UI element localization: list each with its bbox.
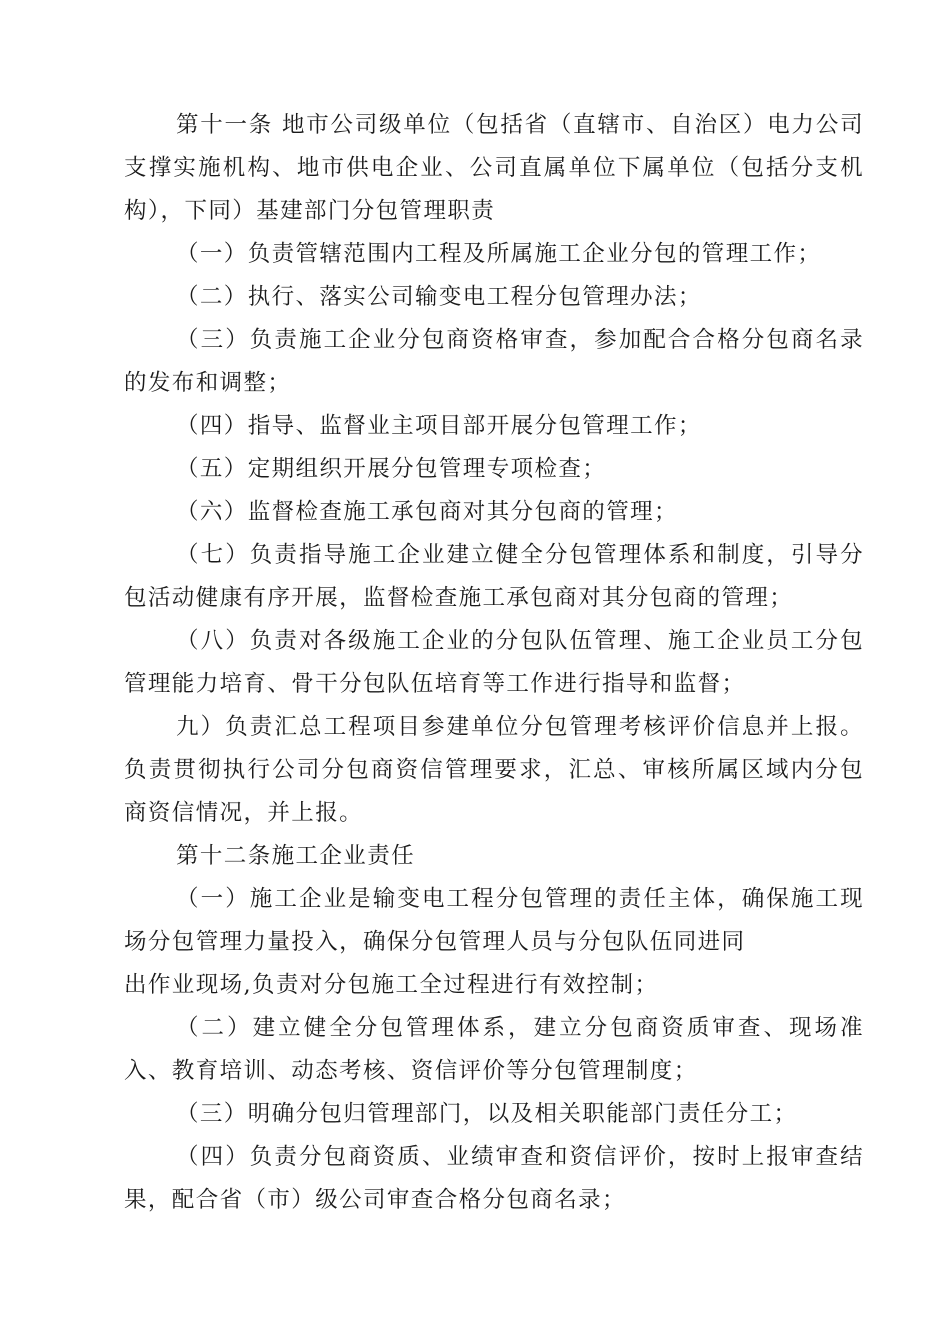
article-12-item-1: （一）施工企业是输变电工程分包管理的责任主体，确保施工现场分包管理力量投入，确保分包管理人员与分包队伍同进同	[124, 886, 864, 955]
article-12-item-1-continued: 出作业现场,负责对分包施工全过程进行有效控制；	[124, 972, 659, 998]
article-11-item-5: （五）定期组织开展分包管理专项检查；	[176, 456, 607, 482]
article-11-item-2: （二）执行、落实公司输变电工程分包管理办法；	[176, 284, 702, 310]
article-11-item-1: （一）负责管辖范围内工程及所属施工企业分包的管理工作；	[176, 241, 822, 267]
article-11-item-9: 九）负责汇总工程项目参建单位分包管理考核评价信息并上报。负责贯彻执行公司分包商资信管理要求，汇总、审核所属区域内分包商资信情况，并上报。	[124, 714, 864, 826]
article-11-item-8: （八）负责对各级施工企业的分包队伍管理、施工企业员工分包管理能力培育、骨干分包队伍培育等工作进行指导和监督；	[124, 628, 864, 697]
article-11-item-7: （七）负责指导施工企业建立健全分包管理体系和制度，引导分包活动健康有序开展，监督检查施工承包商对其分包商的管理；	[124, 542, 864, 611]
article-11-item-6: （六）监督检查施工承包商对其分包商的管理；	[176, 499, 678, 525]
article-11-heading: 第十一条 地市公司级单位（包括省（直辖市、自治区）电力公司支撑实施机构、地市供电企业、公司直属单位下属单位（包括分支机构），下同）基建部门分包管理职责	[124, 112, 864, 224]
article-12-item-3: （三）明确分包归管理部门，以及相关职能部门责任分工；	[176, 1101, 798, 1127]
article-11-item-4: （四）指导、监督业主项目部开展分包管理工作；	[176, 413, 702, 439]
article-12-item-4: （四）负责分包商资质、业绩审查和资信评价，按时上报审查结果，配合省（市）级公司审查合格分包商名录；	[124, 1144, 864, 1213]
article-12-item-2: （二）建立健全分包管理体系，建立分包商资质审查、现场准入、教育培训、动态考核、资信评价等分包管理制度；	[124, 1015, 864, 1084]
document-page	[124, 104, 864, 1222]
article-11-item-3: （三）负责施工企业分包商资格审查，参加配合合格分包商名录的发布和调整；	[124, 327, 864, 396]
article-12-heading: 第十二条施工企业责任	[176, 843, 416, 869]
